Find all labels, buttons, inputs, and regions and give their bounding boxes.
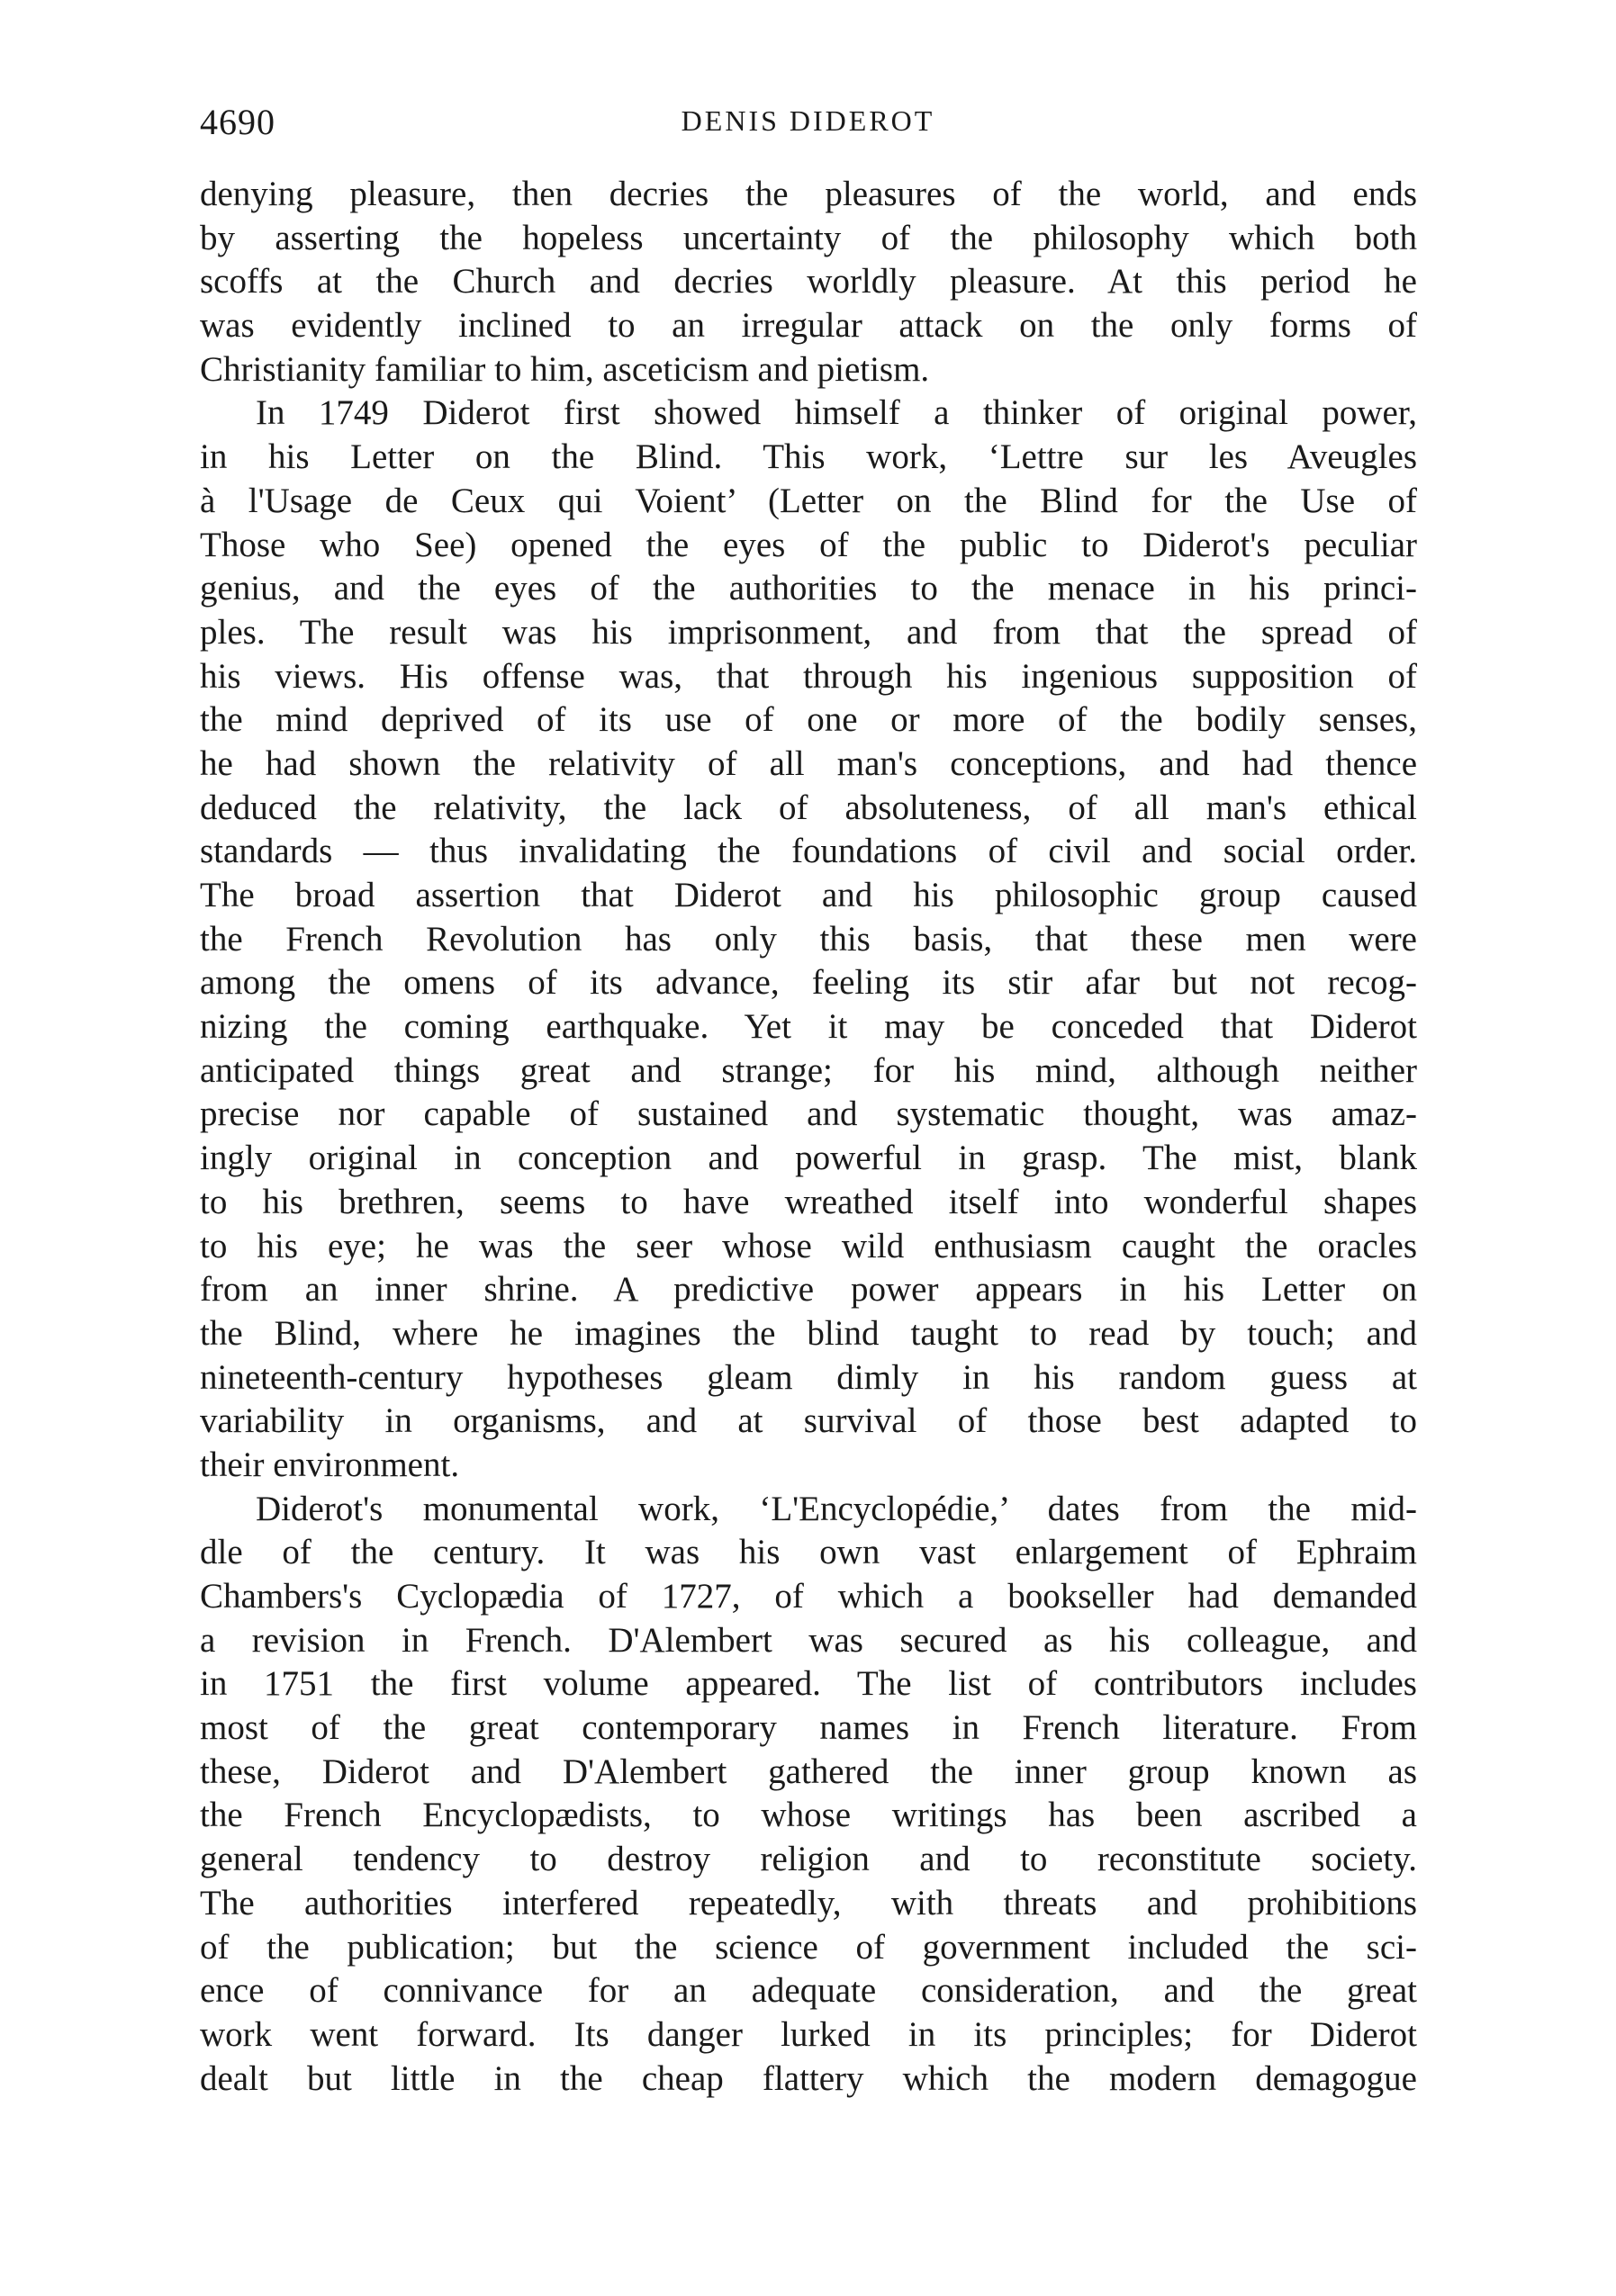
text-line: precise nor capable of sustained and systematic thought, was amaz-	[200, 1094, 1417, 1134]
text-line: Christianity familiar to him, asceticism and pietism.	[200, 349, 930, 389]
text-line: ence of connivance for an adequate consideration, and the great	[200, 1971, 1417, 2011]
text-line: ples. The result was his imprisonment, and from that the spread of	[200, 612, 1417, 652]
text-line: from an inner shrine. A predictive power appears in his Letter on	[200, 1270, 1417, 1310]
text-line: most of the great contemporary names in French literature. From	[200, 1708, 1417, 1748]
text-line: in 1751 the first volume appeared. The list of contributors includes	[200, 1664, 1417, 1704]
text-line: Those who See) opened the eyes of the public to Diderot's peculiar	[200, 525, 1417, 564]
text-line: the mind deprived of its use of one or more of the bodily senses,	[200, 700, 1417, 740]
text-line: among the omens of its advance, feeling its stir afar but not recog-	[200, 963, 1417, 1003]
text-line: the French Encyclopædists, to whose writings has been ascribed a	[200, 1796, 1417, 1835]
text-line: the Blind, where he imagines the blind taught to read by touch; and	[200, 1313, 1417, 1353]
text-line: à l'Usage de Ceux qui Voient’ (Letter on the Blind for the Use of	[200, 481, 1417, 520]
text-line: anticipated things great and strange; for his mind, although neither	[200, 1050, 1417, 1090]
text-line: was evidently inclined to an irregular attack on the only forms of	[200, 306, 1417, 346]
text-line: to his brethren, seems to have wreathed itself into wonderful shapes	[200, 1182, 1417, 1221]
paragraph-first-line: In 1749 Diderot first showed himself a thinker of original power,	[256, 393, 1417, 433]
text-line: denying pleasure, then decries the pleasures of the world, and ends	[200, 175, 1417, 213]
text-line: nizing the coming earthquake. Yet it may be conceded that Diderot	[200, 1007, 1417, 1047]
text-line: nineteenth-century hypotheses gleam dimly in his random guess at	[200, 1357, 1417, 1397]
text-line: genius, and the eyes of the authorities to the menace in his princi-	[200, 569, 1417, 608]
text-line: The authorities interfered repeatedly, with threats and prohibitions	[200, 1883, 1417, 1922]
text-line: their environment.	[200, 1445, 460, 1484]
text-line: standards — thus invalidating the foundations of civil and social order.	[200, 832, 1417, 871]
page-number: 4690	[200, 102, 275, 142]
text-line: dle of the century. It was his own vast enlargement of Ephraim	[200, 1533, 1417, 1572]
text-line: he had shown the relativity of all man's conceptions, and had thence	[200, 743, 1417, 783]
text-line: of the publication; but the science of government included the sci-	[200, 1927, 1417, 1967]
paragraph-first-line: Diderot's monumental work, ‘L'Encyclopédie,’ dates from the mid-	[256, 1489, 1417, 1528]
text-line: work went forward. Its danger lurked in its principles; for Diderot	[200, 2014, 1417, 2054]
body-text	[200, 173, 1417, 2101]
text-line: to his eye; he was the seer whose wild enthusiasm caught the oracles	[200, 1226, 1417, 1265]
text-line: these, Diderot and D'Alembert gathered the inner group known as	[200, 1751, 1417, 1791]
text-line: a revision in French. D'Alembert was secured as his colleague, and	[200, 1620, 1417, 1660]
text-line: scoffs at the Church and decries worldly pleasure. At this period he	[200, 262, 1417, 302]
text-line: deduced the relativity, the lack of absoluteness, of all man's ethical	[200, 788, 1417, 827]
text-line: the French Revolution has only this basis, that these men were	[200, 919, 1417, 959]
text-line: The broad assertion that Diderot and his philosophic group caused	[200, 876, 1417, 914]
text-line: ingly original in conception and powerful in grasp. The mist, blank	[200, 1139, 1417, 1178]
text-line: his views. His offense was, that through his ingenious supposition of	[200, 656, 1417, 696]
text-line: general tendency to destroy religion and to reconstitute society.	[200, 1840, 1417, 1879]
text-line: Chambers's Cyclopædia of 1727, of which a bookseller had demanded	[200, 1577, 1417, 1616]
running-title: DENIS DIDEROT	[681, 104, 935, 137]
text-line: variability in organisms, and at survival of those best adapted to	[200, 1401, 1417, 1441]
text-line: dealt but little in the cheap flattery which the modern demagogue	[200, 2058, 1417, 2098]
text-line: in his Letter on the Blind. This work, ‘Lettre sur les Aveugles	[200, 437, 1417, 477]
text-line: by asserting the hopeless uncertainty of the philosophy which both	[200, 218, 1417, 257]
